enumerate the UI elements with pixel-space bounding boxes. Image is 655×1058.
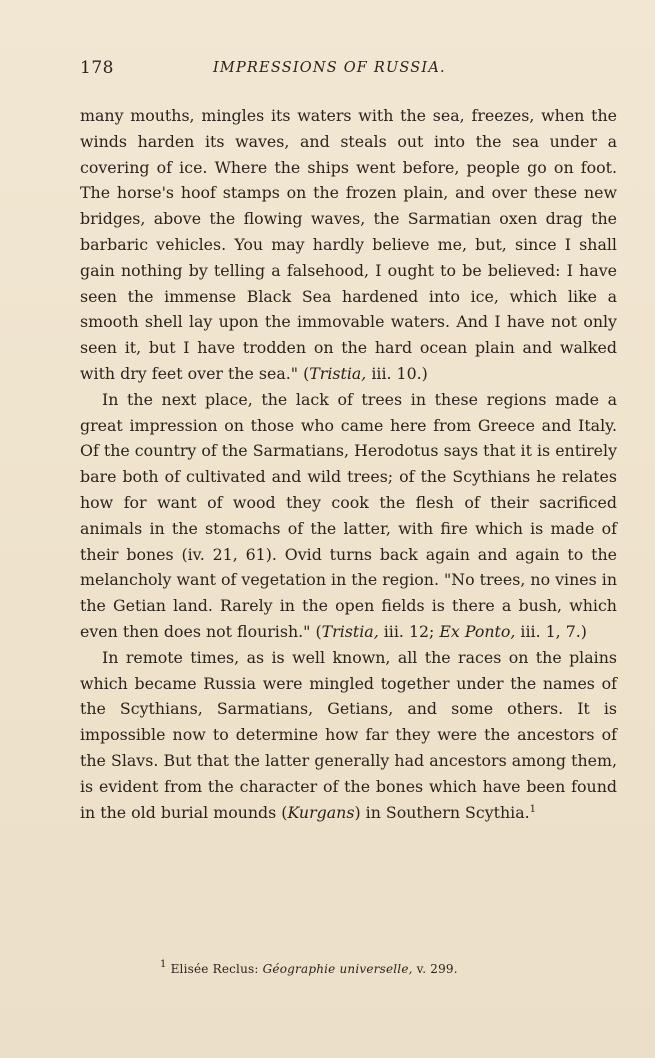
- running-head: [80, 58, 617, 84]
- citation-title: Tristia,: [321, 621, 379, 641]
- citation-reference: iii. 12;: [378, 621, 440, 641]
- citation-title: Ex Ponto,: [439, 621, 516, 641]
- paragraph-3-text: In remote times, as is well known, all the races on the plains which became Russia were mingled together under the names of the Scythians, Sarmatians, Getians, and some others. It is impossible now to determine how far they were the ancestors of the Slavs. But that the latter generally had ancestors among them, is evident from the character of the bones which have been found in the old burial mounds (: [80, 647, 617, 822]
- italic-term: Kurgans: [287, 802, 355, 822]
- paragraph-1: [80, 103, 617, 387]
- footnote-number: 1: [160, 959, 167, 970]
- footnote-author: Elisée Reclus:: [170, 962, 259, 976]
- citation-reference: iii. 1, 7.): [515, 621, 587, 641]
- footnote-title: Géographie universelle,: [262, 962, 413, 976]
- paragraph-3: [80, 645, 617, 826]
- paragraph-2-text: In the next place, the lack of trees in these regions made a great impression on those who came here from Greece and Italy. Of the country of the Sarmatians, Herodotus says that it is entirely bare both of cultivated and wild trees; of the Scythians he relates how for want of wood they cook the flesh of their sacrificed animals in the stomachs of the latter, with fire which is made of their bones (iv. 21, 61). Ovid turns back again and again to the melancholy want of vegetation in the region. "No trees, no vines in the Getian land. Rarely in the open fields is there a bush, which even then does not flourish." (: [80, 389, 617, 641]
- footnote-marker: 1: [529, 803, 537, 815]
- citation-reference: iii. 10.): [366, 363, 428, 383]
- running-title: IMPRESSIONS OF RUSSIA.: [213, 60, 446, 76]
- page-number: 178: [80, 58, 114, 78]
- body-text: [80, 103, 617, 825]
- paragraph-1-text: many mouths, mingles its waters with the sea, freezes, when the winds harden its waves, and steals out into the sea under a covering of ice. Where the ships went before, people go on foot. The horse's hoof stamps on the frozen plain, and over these new bridges, above the flowing waves, the Sarmatian oxen drag the barbaric vehicles. You may hardly believe me, but, since I shall gain nothing by telling a falsehood, I ought to be believed: I have seen the immense Black Sea hardened into ice, which like a smooth shell lay upon the immovable waters. And I have not only seen it, but I have trodden on the hard ocean plain and walked with dry feet over the sea." (: [80, 106, 617, 383]
- footnote: [160, 959, 458, 976]
- citation-title: Tristia,: [309, 363, 367, 383]
- paragraph-2: [80, 387, 617, 645]
- paragraph-3-tail: ) in Southern Scythia.: [354, 802, 530, 822]
- footnote-reference: v. 299.: [412, 962, 458, 976]
